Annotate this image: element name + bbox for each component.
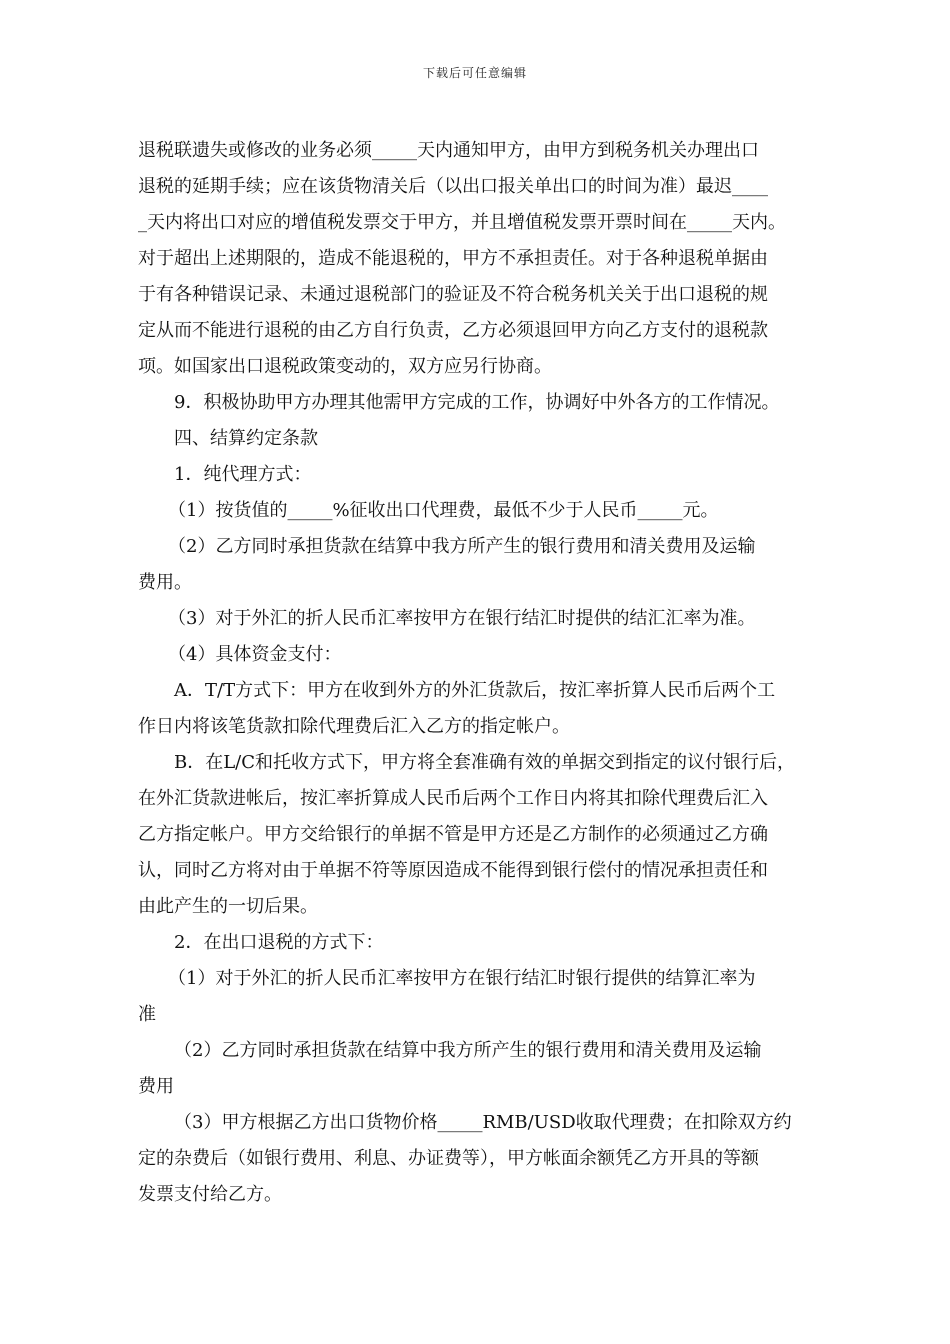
paragraph-line: 认，同时乙方将对由于单据不符等原因造成不能得到银行偿付的情况承担责任和 <box>138 860 768 881</box>
clause-9: 9．积极协助甲方办理其他需甲方完成的工作，协调好中外各方的工作情况。 <box>174 392 780 413</box>
document-body <box>138 133 818 1213</box>
item-line: B．在L/C和托收方式下，甲方将全套准确有效的单据交到指定的议付银行后， <box>174 752 796 773</box>
page-header: 下载后可任意编辑 <box>422 66 527 80</box>
item-line: （4）具体资金支付： <box>168 644 342 665</box>
paragraph-line: 在外汇货款进帐后，按汇率折算成人民币后两个工作日内将其扣除代理费后汇入 <box>138 788 768 809</box>
section-heading: 四、结算约定条款 <box>174 428 318 449</box>
paragraph-line: 由此产生的一切后果。 <box>138 896 318 917</box>
paragraph-line: 定从而不能进行退税的由乙方自行负责，乙方必须退回甲方向乙方支付的退税款 <box>138 320 768 341</box>
paragraph-line: 费用 <box>138 1076 174 1097</box>
paragraph-line: 项。如国家出口退税政策变动的，双方应另行协商。 <box>138 356 552 377</box>
paragraph-line: 定的杂费后（如银行费用、利息、办证费等），甲方帐面余额凭乙方开具的等额 <box>138 1148 759 1169</box>
paragraph-line: 作日内将该笔货款扣除代理费后汇入乙方的指定帐户。 <box>138 716 570 737</box>
paragraph-line: _天内将出口对应的增值税发票交于甲方，并且增值税发票开票时间在_____天内。 <box>138 212 786 233</box>
paragraph-line: 对于超出上述期限的，造成不能退税的，甲方不承担责任。对于各种退税单据由 <box>138 248 768 269</box>
item-line: （3）对于外汇的折人民币汇率按甲方在银行结汇时提供的结汇汇率为准。 <box>168 608 756 629</box>
paragraph-line: 退税的延期手续；应在该货物清关后（以出口报关单出口的时间为准）最迟____ <box>138 176 768 197</box>
item-line: （2）乙方同时承担货款在结算中我方所产生的银行费用和清关费用及运输 <box>174 1040 762 1061</box>
item-line: （1）按货值的_____%征收出口代理费，最低不少于人民币_____元。 <box>168 500 719 521</box>
item-line: （2）乙方同时承担货款在结算中我方所产生的银行费用和清关费用及运输 <box>168 536 756 557</box>
paragraph-line: 费用。 <box>138 572 192 593</box>
subsection-heading: 2．在出口退税的方式下： <box>174 932 384 953</box>
subsection-heading: 1．纯代理方式： <box>174 464 312 485</box>
paragraph-line: 发票支付给乙方。 <box>138 1184 282 1205</box>
item-line: （1）对于外汇的折人民币汇率按甲方在银行结汇时银行提供的结算汇率为 <box>168 968 756 989</box>
paragraph-line: 准 <box>138 1004 156 1025</box>
paragraph-line: 退税联遗失或修改的业务必须_____天内通知甲方，由甲方到税务机关办理出口 <box>138 140 759 161</box>
paragraph-line: 乙方指定帐户。甲方交给银行的单据不管是甲方还是乙方制作的必须通过乙方确 <box>138 824 768 845</box>
item-line: （3）甲方根据乙方出口货物价格_____RMB/USD收取代理费；在扣除双方约 <box>174 1112 792 1133</box>
paragraph-line: 于有各种错误记录、未通过退税部门的验证及不符合税务机关关于出口退税的规 <box>138 284 768 305</box>
item-line: A．T/T方式下：甲方在收到外方的外汇货款后，按汇率折算人民币后两个工 <box>174 680 776 701</box>
